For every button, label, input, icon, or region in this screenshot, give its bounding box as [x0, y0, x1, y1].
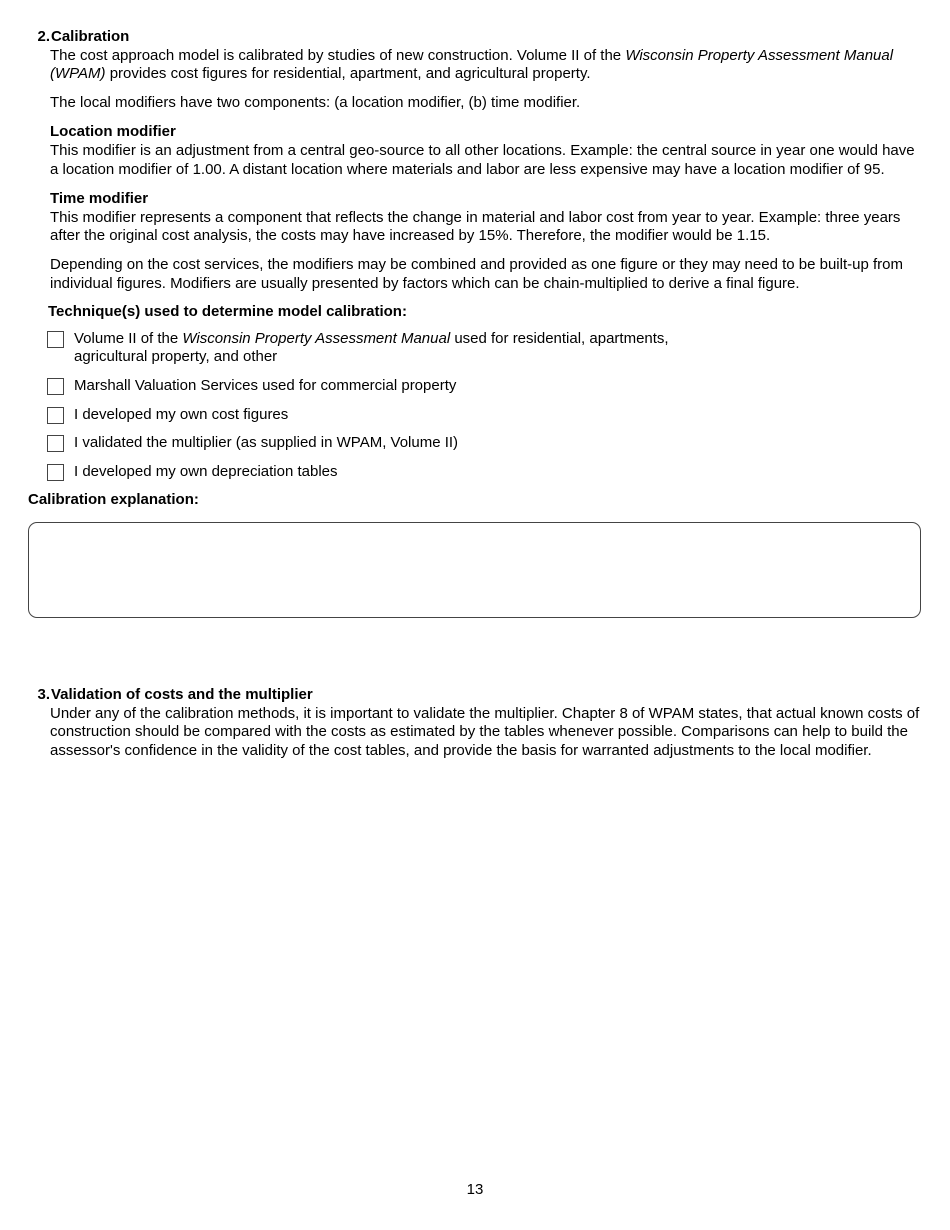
calibration-body — [50, 47, 924, 294]
calibration-explanation-field[interactable] — [28, 522, 921, 618]
option-wpam-volume-ii[interactable] — [47, 330, 924, 367]
calibration-heading — [28, 28, 924, 47]
time-modifier-text: This modifier represents a component that reflects the change in material and labor cost from year to year. Example: three years after the original cost analysis, the costs may have increased by 15%. Therefore, the modifier would be 1.15. — [50, 208, 901, 245]
page-number: 13 — [466, 1181, 484, 1198]
section-title: Calibration — [51, 28, 130, 45]
option-label: Marshall Valuation Services used for commercial property — [74, 376, 457, 394]
depending-text: Depending on the cost services, the modifiers may be combined and provided as one figure or they may need to be built-up from individual figures. Modifiers are usually presented by factors which can be chain-multiplied to derive a final figure. — [50, 255, 903, 292]
checkbox-validated-multiplier[interactable] — [47, 435, 64, 452]
option-marshall-valuation[interactable] — [47, 377, 924, 396]
intro-italic-title: Wisconsin Property Assessment Manual (WPAM) — [50, 46, 894, 83]
section-number: 3. — [37, 686, 50, 703]
section-title: Validation of costs and the multiplier — [51, 686, 313, 703]
option-validated-multiplier[interactable] — [47, 434, 924, 453]
time-modifier-heading: Time modifier — [50, 190, 149, 208]
option-label-part-continued: used for residential, apartments, agricultural property, and other — [74, 329, 669, 366]
option-own-cost-figures[interactable] — [47, 406, 924, 425]
validation-heading — [28, 686, 924, 705]
components-text: The local modifiers have two components: (a location modifier, (b) time modifier. — [50, 93, 581, 111]
checkbox-own-cost-figures[interactable] — [47, 407, 64, 424]
checkbox-marshall-valuation[interactable] — [47, 378, 64, 395]
location-modifier-text: This modifier is an adjustment from a central geo-source to all other locations. Example: the central source in year one would have a location modifier of 1.00. A distant location where materials and labor are less expensive may have a location modifier of 95. — [50, 141, 915, 178]
option-label-part: Volume II of the — [74, 329, 183, 347]
validation-text: Under any of the calibration methods, it is important to validate the multiplier. Chapter 8 of WPAM states, that actual known costs of construction should be compared with the costs as estimated by the tables whenever possible. Comparisons can help to build the assessor's confidence in the validity of the cost tables, and provide the basis for warranted adjustments to the local modifier. — [50, 704, 920, 759]
calibration-explanation-label: Calibration explanation: — [28, 491, 199, 509]
option-label-italic: Wisconsin Property Assessment Manual — [182, 329, 451, 347]
calibration-section — [28, 28, 924, 618]
technique-heading: Technique(s) used to determine model calibration: — [48, 303, 407, 321]
checkbox-own-depreciation-tables[interactable] — [47, 464, 64, 481]
option-label: I developed my own cost figures — [74, 405, 289, 423]
calibration-intro — [50, 47, 924, 84]
intro-text: The cost approach model is calibrated by studies of new construction. Volume II of the — [50, 46, 626, 64]
checkbox-wpam-volume-ii[interactable] — [47, 331, 64, 348]
validation-section — [28, 686, 924, 760]
option-own-depreciation-tables[interactable] — [47, 463, 924, 482]
option-label: I validated the multiplier (as supplied in WPAM, Volume II) — [74, 434, 459, 452]
option-label: I developed my own depreciation tables — [74, 462, 338, 480]
location-modifier-heading: Location modifier — [50, 123, 176, 141]
technique-options — [47, 330, 924, 482]
intro-text-continued: provides cost figures for residential, apartment, and agricultural property. — [105, 65, 591, 83]
option-label — [74, 330, 714, 367]
section-number: 2. — [37, 28, 50, 45]
